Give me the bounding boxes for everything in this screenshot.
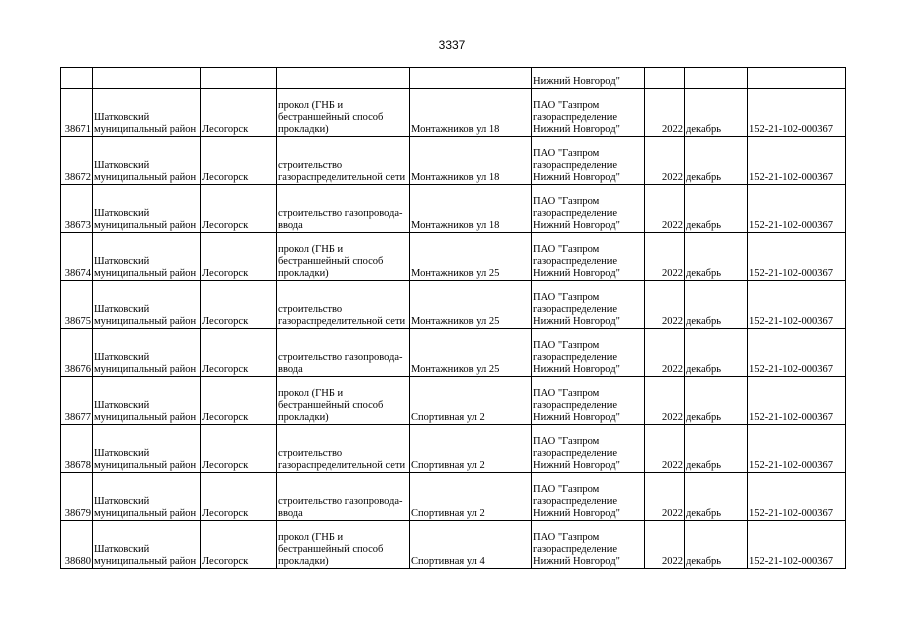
cell-line: строительство	[278, 304, 343, 315]
cell-work	[277, 68, 410, 89]
cell-work	[277, 473, 410, 521]
cell-locality: Лесогорск	[201, 89, 277, 137]
cell-locality: Лесогорск	[201, 521, 277, 569]
cell-code: 152-21-102-000367	[748, 521, 846, 569]
cell-district	[93, 521, 201, 569]
cell-line: муниципальный район	[94, 316, 197, 327]
cell-line: строительство газопровода-	[278, 496, 403, 507]
cell-line: Шатковский	[94, 448, 150, 459]
cell-line: строительство	[278, 448, 343, 459]
cell-line: прокладки)	[278, 412, 329, 423]
cell-line: газораспределительной сети	[278, 172, 406, 183]
cell-line: газораспределительной сети	[278, 460, 406, 471]
cell-line: Нижний Новгород"	[533, 124, 620, 135]
cell-line: строительство газопровода-	[278, 208, 403, 219]
cell-district	[93, 185, 201, 233]
cell-org	[532, 185, 645, 233]
cell-line: ПАО "Газпром	[533, 340, 600, 351]
cell-line: ввода	[278, 508, 303, 519]
cell-address: Монтажников ул 18	[410, 89, 532, 137]
cell-line: муниципальный район	[94, 172, 197, 183]
cell-year: 2022	[645, 473, 685, 521]
cell-id	[61, 68, 93, 89]
cell-line: бестраншейный способ	[278, 256, 384, 267]
cell-district	[93, 137, 201, 185]
cell-line: ПАО "Газпром	[533, 148, 600, 159]
cell-line: прокол (ГНБ и	[278, 388, 344, 399]
cell-code: 152-21-102-000367	[748, 377, 846, 425]
cell-line: ПАО "Газпром	[533, 388, 600, 399]
table-row	[61, 185, 846, 233]
cell-id: 38676	[61, 329, 93, 377]
cell-org	[532, 281, 645, 329]
cell-work	[277, 89, 410, 137]
cell-address: Монтажников ул 18	[410, 137, 532, 185]
cell-line: газораспределение	[533, 496, 618, 507]
cell-id: 38671	[61, 89, 93, 137]
cell-id: 38680	[61, 521, 93, 569]
cell-month: декабрь	[685, 137, 748, 185]
cell-line: газораспределительной сети	[278, 316, 406, 327]
cell-work	[277, 137, 410, 185]
cell-year	[645, 68, 685, 89]
cell-org	[532, 329, 645, 377]
cell-month	[685, 68, 748, 89]
table-row-continued	[61, 68, 846, 89]
table-row	[61, 89, 846, 137]
cell-line: бестраншейный способ	[278, 112, 384, 123]
cell-line: бестраншейный способ	[278, 400, 384, 411]
cell-locality: Лесогорск	[201, 233, 277, 281]
cell-org	[532, 377, 645, 425]
cell-line: муниципальный район	[94, 412, 197, 423]
cell-org	[532, 521, 645, 569]
cell-work	[277, 185, 410, 233]
cell-id: 38674	[61, 233, 93, 281]
cell-line: ввода	[278, 220, 303, 231]
cell-id: 38677	[61, 377, 93, 425]
cell-line: муниципальный район	[94, 460, 197, 471]
cell-line: прокладки)	[278, 124, 329, 135]
cell-line: газораспределение	[533, 208, 618, 219]
cell-line: Шатковский	[94, 112, 150, 123]
cell-line: ПАО "Газпром	[533, 484, 600, 495]
cell-line: Нижний Новгород"	[533, 460, 620, 471]
cell-line: газораспределение	[533, 304, 618, 315]
cell-line: газораспределение	[533, 112, 618, 123]
cell-work	[277, 425, 410, 473]
cell-district	[93, 425, 201, 473]
table-row	[61, 521, 846, 569]
cell-month: декабрь	[685, 425, 748, 473]
cell-line: Шатковский	[94, 256, 150, 267]
cell-org	[532, 89, 645, 137]
cell-year: 2022	[645, 281, 685, 329]
cell-year: 2022	[645, 185, 685, 233]
cell-month: декабрь	[685, 473, 748, 521]
cell-code: 152-21-102-000367	[748, 185, 846, 233]
cell-line: Нижний Новгород"	[533, 220, 620, 231]
cell-line: ПАО "Газпром	[533, 532, 600, 543]
cell-year: 2022	[645, 233, 685, 281]
cell-line: строительство	[278, 160, 343, 171]
cell-line: Шатковский	[94, 544, 150, 555]
cell-month: декабрь	[685, 185, 748, 233]
cell-locality: Лесогорск	[201, 473, 277, 521]
cell-line: газораспределение	[533, 256, 618, 267]
table-row	[61, 473, 846, 521]
cell-work	[277, 281, 410, 329]
cell-district	[93, 377, 201, 425]
cell-address: Монтажников ул 18	[410, 185, 532, 233]
cell-locality: Лесогорск	[201, 185, 277, 233]
cell-month: декабрь	[685, 281, 748, 329]
cell-line: газораспределение	[533, 160, 618, 171]
cell-year: 2022	[645, 329, 685, 377]
cell-line: Шатковский	[94, 208, 150, 219]
cell-district	[93, 233, 201, 281]
cell-line: ПАО "Газпром	[533, 100, 600, 111]
cell-work	[277, 521, 410, 569]
cell-line: прокол (ГНБ и	[278, 244, 344, 255]
cell-district	[93, 68, 201, 89]
cell-address: Спортивная ул 2	[410, 377, 532, 425]
cell-address: Спортивная ул 4	[410, 521, 532, 569]
cell-locality: Лесогорск	[201, 377, 277, 425]
cell-code: 152-21-102-000367	[748, 89, 846, 137]
cell-month: декабрь	[685, 233, 748, 281]
cell-line: газораспределение	[533, 544, 618, 555]
cell-district	[93, 281, 201, 329]
cell-year: 2022	[645, 137, 685, 185]
cell-org	[532, 425, 645, 473]
page-number: 3337	[438, 38, 466, 52]
table-row	[61, 137, 846, 185]
cell-line: Шатковский	[94, 352, 150, 363]
cell-locality: Лесогорск	[201, 329, 277, 377]
cell-address: Монтажников ул 25	[410, 329, 532, 377]
cell-line: бестраншейный способ	[278, 544, 384, 555]
cell-org: Нижний Новгород"	[532, 68, 645, 89]
cell-line: Шатковский	[94, 160, 150, 171]
cell-district	[93, 89, 201, 137]
cell-address: Спортивная ул 2	[410, 425, 532, 473]
cell-id: 38673	[61, 185, 93, 233]
cell-line: муниципальный район	[94, 556, 197, 567]
cell-locality	[201, 68, 277, 89]
cell-id: 38672	[61, 137, 93, 185]
cell-line: прокладки)	[278, 268, 329, 279]
cell-month: декабрь	[685, 521, 748, 569]
cell-id: 38678	[61, 425, 93, 473]
cell-line: Нижний Новгород"	[533, 364, 620, 375]
table-row	[61, 329, 846, 377]
cell-line: ПАО "Газпром	[533, 196, 600, 207]
cell-line: ПАО "Газпром	[533, 292, 600, 303]
cell-year: 2022	[645, 377, 685, 425]
cell-code: 152-21-102-000367	[748, 233, 846, 281]
cell-line: прокладки)	[278, 556, 329, 567]
cell-code	[748, 68, 846, 89]
cell-code: 152-21-102-000367	[748, 329, 846, 377]
cell-line: Шатковский	[94, 304, 150, 315]
cell-locality: Лесогорск	[201, 425, 277, 473]
cell-line: строительство газопровода-	[278, 352, 403, 363]
cell-line: Нижний Новгород"	[533, 556, 620, 567]
cell-line: Нижний Новгород"	[533, 172, 620, 183]
table-row	[61, 377, 846, 425]
cell-line: муниципальный район	[94, 124, 197, 135]
cell-district	[93, 473, 201, 521]
cell-line: муниципальный район	[94, 220, 197, 231]
cell-line: Нижний Новгород"	[533, 316, 620, 327]
cell-line: газораспределение	[533, 448, 618, 459]
cell-line: ПАО "Газпром	[533, 436, 600, 447]
cell-locality: Лесогорск	[201, 281, 277, 329]
cell-address: Монтажников ул 25	[410, 281, 532, 329]
cell-year: 2022	[645, 425, 685, 473]
cell-address	[410, 68, 532, 89]
cell-month: декабрь	[685, 377, 748, 425]
registry-table	[60, 67, 846, 569]
cell-line: Нижний Новгород"	[533, 508, 620, 519]
cell-address: Спортивная ул 2	[410, 473, 532, 521]
cell-code: 152-21-102-000367	[748, 473, 846, 521]
cell-id: 38675	[61, 281, 93, 329]
cell-district	[93, 329, 201, 377]
cell-line: муниципальный район	[94, 364, 197, 375]
cell-locality: Лесогорск	[201, 137, 277, 185]
cell-line: Шатковский	[94, 496, 150, 507]
cell-month: декабрь	[685, 89, 748, 137]
cell-month: декабрь	[685, 329, 748, 377]
cell-address: Монтажников ул 25	[410, 233, 532, 281]
cell-line: газораспределение	[533, 352, 618, 363]
cell-code: 152-21-102-000367	[748, 137, 846, 185]
cell-line: газораспределение	[533, 400, 618, 411]
cell-id: 38679	[61, 473, 93, 521]
cell-line: прокол (ГНБ и	[278, 532, 344, 543]
cell-org	[532, 233, 645, 281]
cell-line: ввода	[278, 364, 303, 375]
cell-line: ПАО "Газпром	[533, 244, 600, 255]
cell-code: 152-21-102-000367	[748, 425, 846, 473]
cell-line: муниципальный район	[94, 508, 197, 519]
table-row	[61, 281, 846, 329]
cell-org	[532, 473, 645, 521]
cell-line: Шатковский	[94, 400, 150, 411]
cell-code: 152-21-102-000367	[748, 281, 846, 329]
table-row	[61, 233, 846, 281]
cell-org	[532, 137, 645, 185]
cell-line: Нижний Новгород"	[533, 268, 620, 279]
cell-work	[277, 377, 410, 425]
cell-work	[277, 233, 410, 281]
cell-line: муниципальный район	[94, 268, 197, 279]
cell-line: Нижний Новгород"	[533, 412, 620, 423]
cell-work	[277, 329, 410, 377]
cell-year: 2022	[645, 521, 685, 569]
cell-line: прокол (ГНБ и	[278, 100, 344, 111]
table-row	[61, 425, 846, 473]
cell-year: 2022	[645, 89, 685, 137]
